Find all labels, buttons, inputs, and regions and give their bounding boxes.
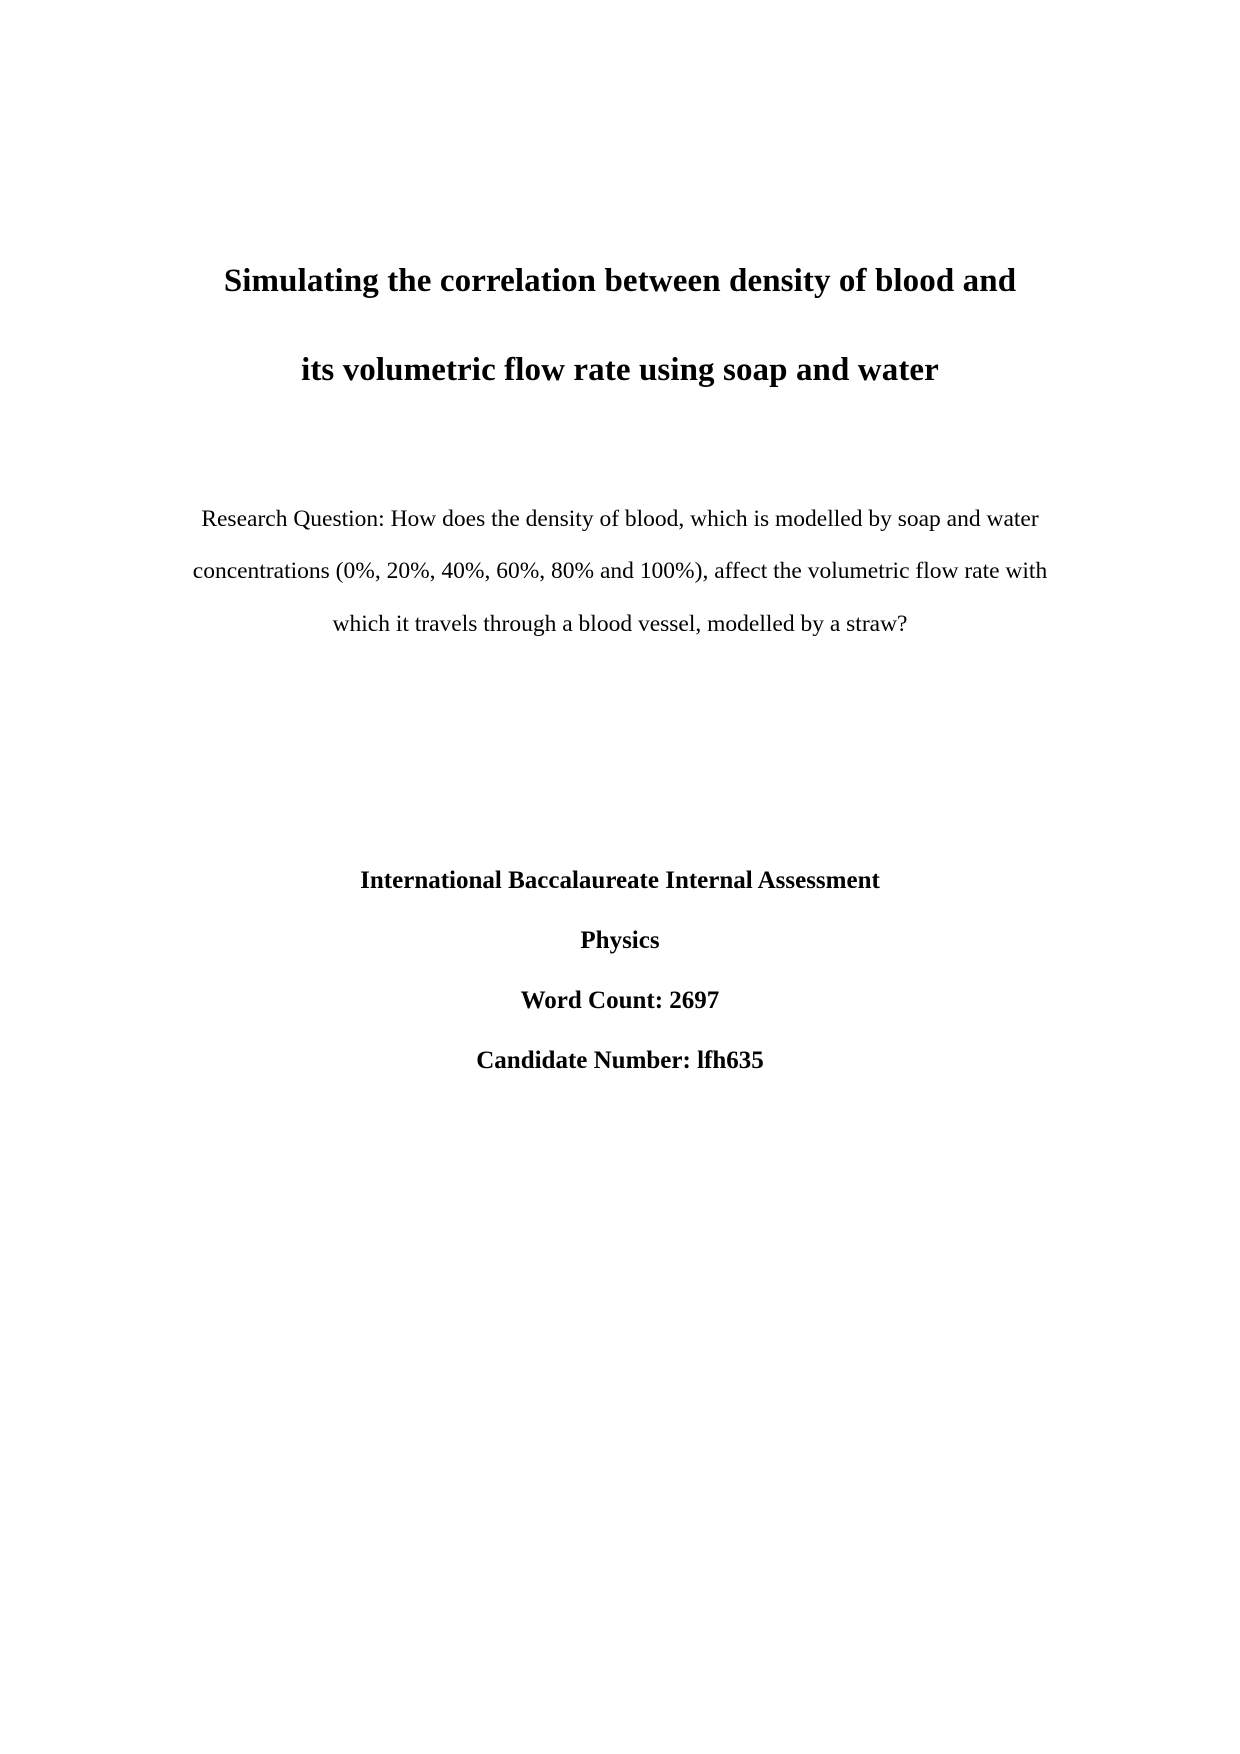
title-line-1: Simulating the correlation between density of blood and (223, 263, 1017, 299)
assessment-meta-block (155, 636, 1085, 1073)
research-question-line-3: which it travels through a blood vessel, modelled by a straw? (332, 610, 908, 637)
subject-label: Physics (580, 927, 660, 955)
word-count-label: Word Count: 2697 (520, 987, 720, 1015)
research-question (155, 395, 1085, 637)
page-title (155, 0, 1085, 395)
research-question-line-1: Research Question: How does the density of blood, which is modelled by soap and water (201, 505, 1039, 532)
programme-label: International Baccalaureate Internal Assessment (360, 867, 880, 895)
page-content (155, 0, 1085, 1754)
candidate-number-label: Candidate Number: lfh635 (476, 1047, 764, 1075)
title-line-2: its volumetric flow rate using soap and water (301, 351, 939, 388)
research-question-line-2: concentrations (0%, 20%, 40%, 60%, 80% and 100%), affect the volumetric flow rate with (192, 558, 1048, 585)
